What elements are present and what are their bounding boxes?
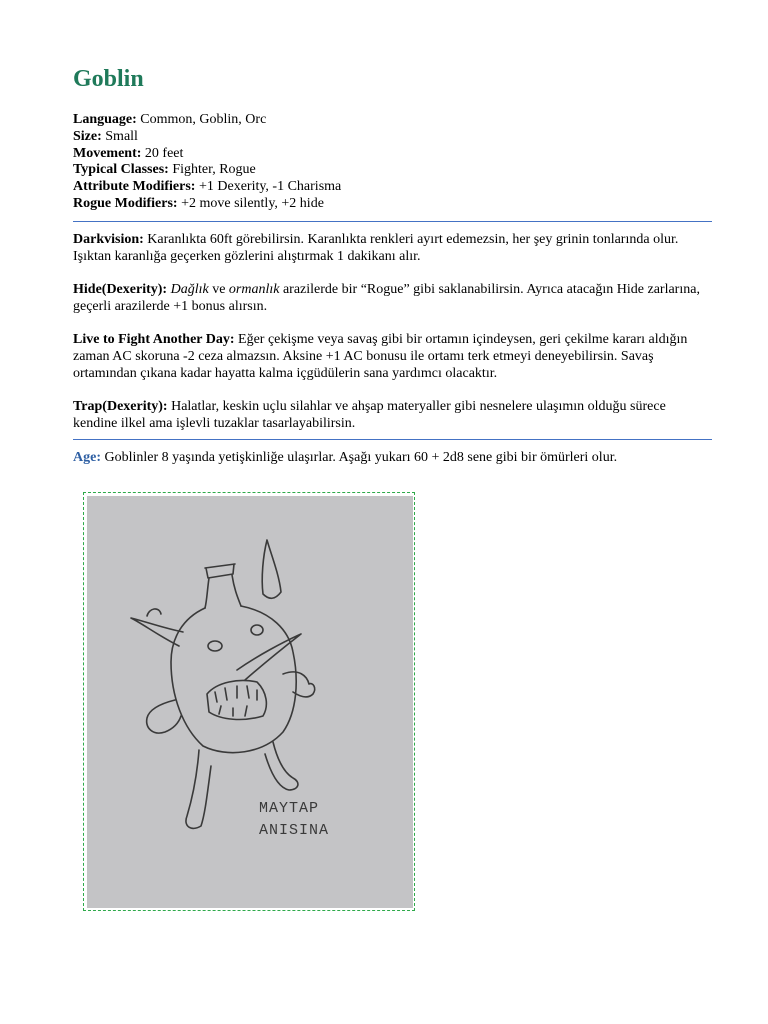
goblin-arm-left: [147, 700, 181, 733]
goblin-sketch-image: [87, 496, 413, 908]
goblin-body: [171, 606, 296, 753]
trait-text: Halatlar, keskin uçlu silahlar ve ahşap materyaller gibi nesnelere ulaşımın olduğu sürece kendine ilkel ama işlevli tuzaklar tasarlayabilirsin.: [73, 399, 666, 431]
trait-label: Live to Fight Another Day:: [73, 332, 235, 347]
age-label: Age:: [73, 450, 101, 465]
stat-label: Typical Classes:: [73, 162, 169, 178]
stat-block: [73, 112, 713, 213]
trait-hide: [73, 282, 713, 316]
divider: [73, 439, 712, 440]
trait-darkvision: [73, 232, 713, 266]
trait-text: ve: [208, 282, 229, 297]
goblin-arm-right: [283, 672, 315, 697]
stat-label: Language:: [73, 112, 137, 127]
trait-label: Trap(Dexerity):: [73, 399, 168, 414]
goblin-leg-left: [186, 750, 211, 828]
stat-label: Rogue Modifiers:: [73, 195, 178, 211]
trait-text: Eğer çekişme veya savaş gibi bir ortamın içindeysen, geri çekilme kararı aldığın zaman AC skoruna -2 ceza almazsın. Aksine +1 AC bonusu ile ortamı terk etmeyi deneyebilirsin. Savaş ortamından çıkana kadar hayatta kalma içgüdülerin sana yardımcı olacaktır.: [73, 332, 688, 381]
stat-value: Common, Goblin, Orc: [136, 112, 267, 127]
stat-attribute-modifiers: [73, 179, 713, 196]
stat-label: Movement:: [73, 145, 142, 161]
sketch-caption-line1: MAYTAP: [259, 800, 320, 817]
stat-value: Fighter, Rogue: [168, 162, 256, 178]
goblin-teeth: [215, 686, 257, 716]
stat-rogue-modifiers: [73, 196, 713, 213]
trait-text: arazilerde bir “Rogue” gibi saklanabilirsin. Ayrıca atacağın Hide zarlarına, geçerli arazilerde +1 bonus alırsın.: [73, 282, 700, 314]
bottle-neck: [205, 575, 241, 608]
stat-value: Small: [101, 128, 138, 144]
stat-label: Size:: [73, 128, 102, 144]
goblin-ear-left: [131, 618, 183, 646]
goblin-eye-right: [251, 625, 263, 635]
trait-label: Hide(Dexerity):: [73, 282, 168, 297]
trait-label: Darkvision:: [73, 232, 144, 247]
goblin-drawing: [87, 496, 413, 908]
bottle-mouth: [205, 564, 235, 578]
divider: [73, 221, 712, 222]
trait-italic: ormanlık: [228, 282, 280, 297]
stat-value: +2 move silently, +2 hide: [177, 195, 324, 211]
earring-left: [147, 609, 161, 616]
goblin-leg-right: [265, 742, 298, 790]
trait-text: Karanlıkta 60ft görebilirsin. Karanlıkta renkleri ayırt edemezsin, her şey grinin tonlarında olur. Işıktan karanlığa geçerken gözlerini alıştırmak 1 dakikanı alır.: [73, 232, 679, 264]
stat-label: Attribute Modifiers:: [73, 179, 196, 195]
stat-language: [73, 112, 713, 129]
stat-movement: [73, 146, 713, 163]
trait-live-to-fight: [73, 332, 713, 382]
age-text: Goblinler 8 yaşında yetişkinliğe ulaşırlar. Aşağı yukarı 60 + 2d8 sene gibi bir ömürleri olur.: [101, 450, 618, 465]
stat-value: +1 Dexerity, -1 Charisma: [195, 179, 342, 195]
goblin-ear-right: [262, 540, 281, 598]
stat-classes: [73, 162, 713, 179]
sketch-caption-line2: ANISINA: [259, 822, 330, 839]
goblin-eye-left: [208, 641, 222, 651]
age-line: [73, 450, 713, 467]
trait-trap: [73, 399, 713, 433]
goblin-nose: [237, 634, 301, 680]
stat-size: [73, 129, 713, 146]
stat-value: 20 feet: [141, 145, 184, 161]
trait-italic: Dağlık: [170, 282, 209, 297]
page-title: Goblin: [73, 66, 144, 92]
